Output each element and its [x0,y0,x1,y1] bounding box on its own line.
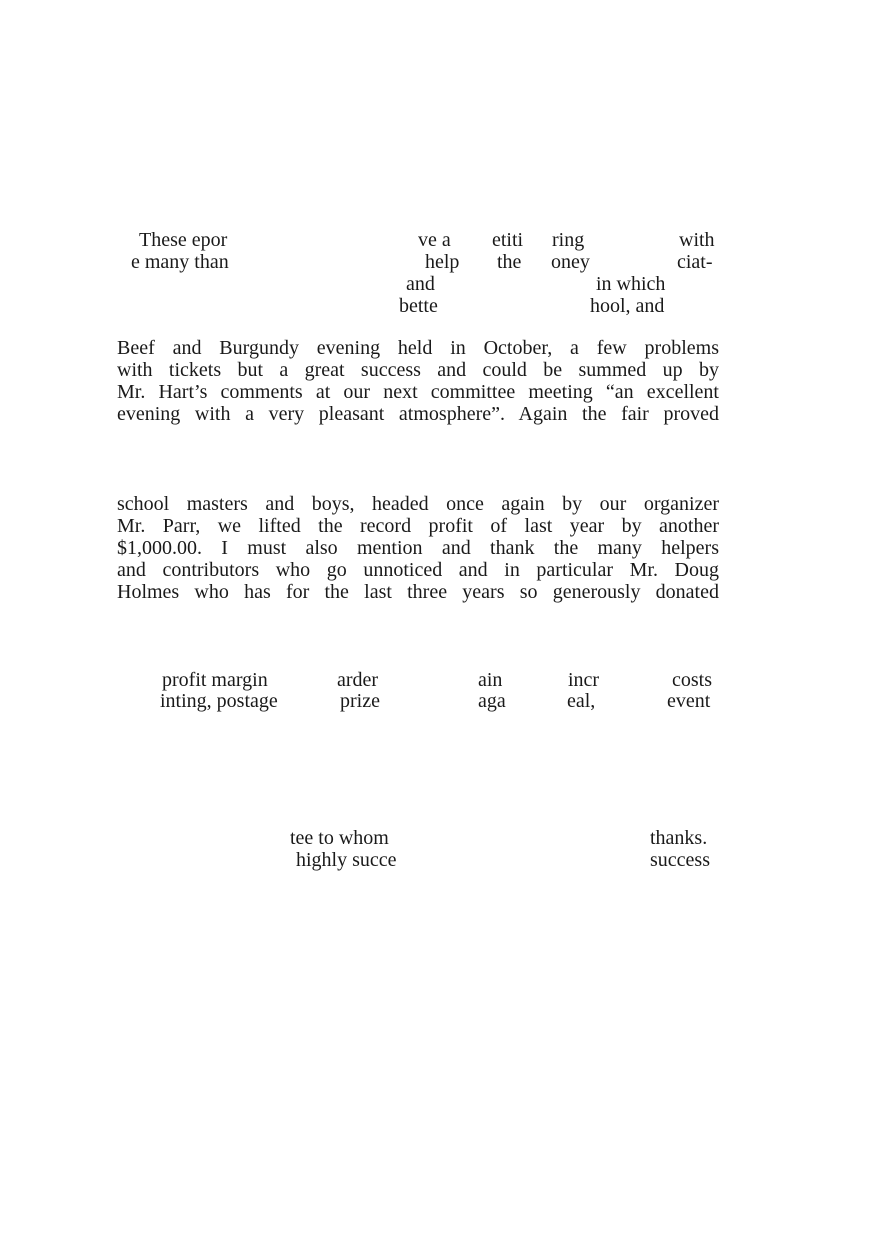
fragment-text: prize [340,690,380,712]
paragraph-line: with tickets but a great success and could be summed up by [117,359,719,381]
paragraph-line: evening with a very pleasant atmosphere”. Again the fair proved [117,403,719,425]
fragment-text: costs [672,669,712,691]
paragraph-line: Holmes who has for the last three years so generously donated [117,581,719,603]
fragment-text: in which [596,273,666,295]
fragment-text: the [497,251,522,273]
fragment-text: ciat- [677,251,713,273]
fragment-text: incr [568,669,600,691]
fragment-text: profit margin [162,669,268,691]
fragment-text: e many than [131,251,229,273]
paragraph-line: Beef and Burgundy evening held in October, a few problems [117,337,719,359]
fragment-text: hool, and [590,295,665,317]
fragment-text: inting, postage [160,690,278,712]
paragraph-school-masters [117,493,719,603]
fragment-text: ain [478,669,503,691]
paragraph-line: Mr. Hart’s comments at our next committee meeting “an excellent [117,381,719,403]
fragment-text: event [667,690,711,712]
fragment-text: help [425,251,460,273]
fragment-text: ring [552,229,585,251]
fragment-text: thanks. [650,827,708,849]
paragraph-line: Mr. Parr, we lifted the record profit of last year by another [117,515,719,537]
fragment-text: and [406,273,435,295]
fragment-text: tee to whom [290,827,389,849]
fragment-text: eal, [567,690,596,712]
paragraph-line: $1,000.00. I must also mention and thank the many helpers [117,537,719,559]
fragment-text: arder [337,669,379,691]
fragment-text: with [679,229,715,251]
fragment-text: success [650,849,710,871]
fragment-text: ve a [418,229,451,251]
fragment-text: These epor [139,229,228,251]
paragraph-beef-burgundy [117,337,719,425]
fragment-text: bette [399,295,438,317]
fragment-text: aga [478,690,506,712]
fragment-text: etiti [492,229,524,251]
fragment-text: highly succe [296,849,397,871]
fragment-text: oney [551,251,590,273]
paragraph-line: school masters and boys, headed once again by our organizer [117,493,719,515]
paragraph-line: and contributors who go unnoticed and in particular Mr. Doug [117,559,719,581]
